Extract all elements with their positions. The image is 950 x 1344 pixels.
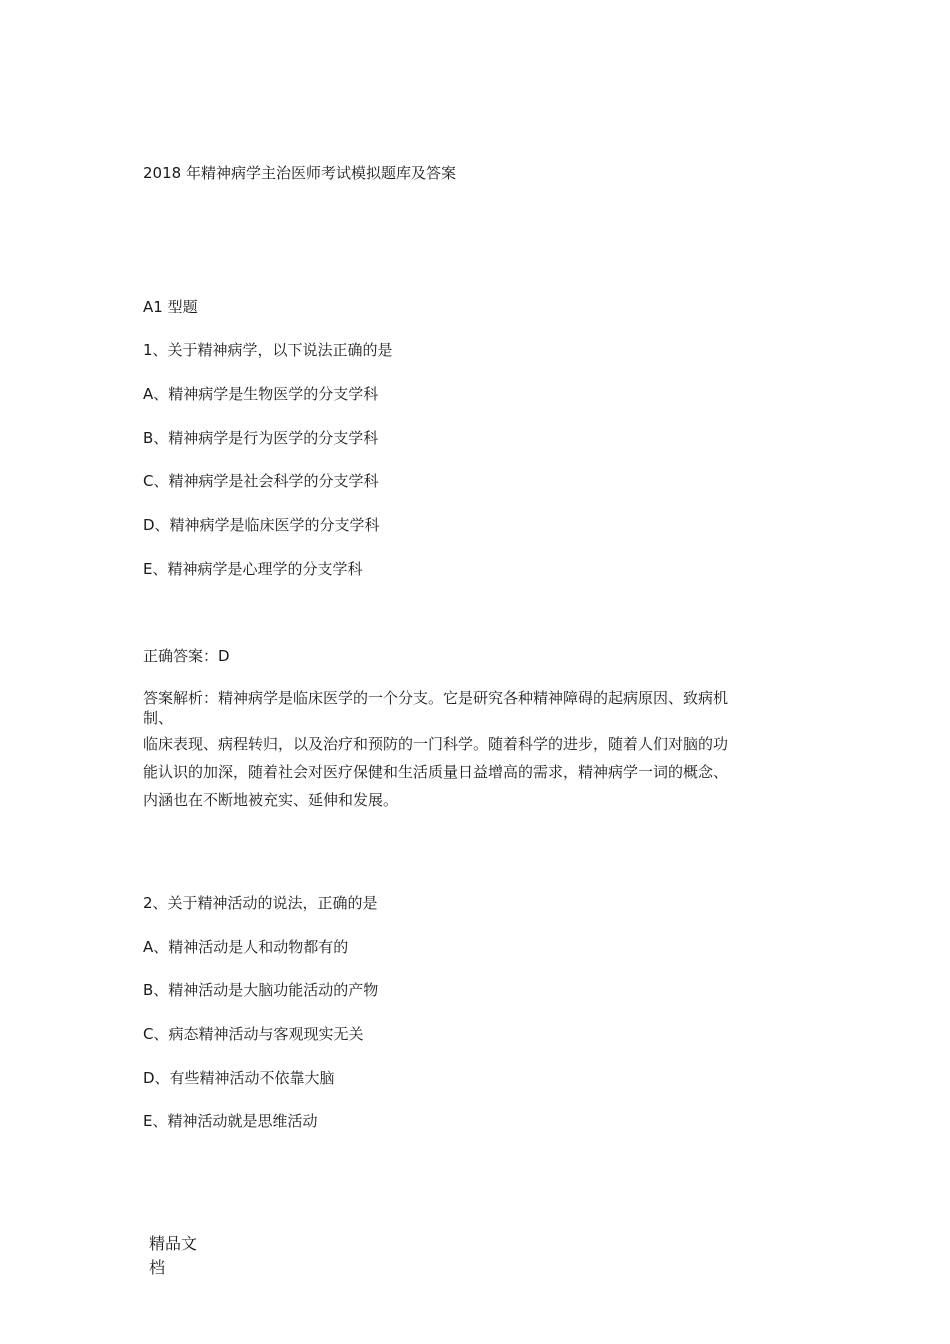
question-2: 2、关于精神活动的说法，正确的是	[143, 894, 378, 912]
analysis-line: 临床表现、病程转归，以及治疗和预防的一门科学。随着科学的进步，随着人们对脑的功	[143, 735, 729, 753]
q1-answer: 正确答案：D	[143, 647, 230, 665]
footer-line-2: 档	[149, 1258, 166, 1277]
analysis-line: 制、	[143, 709, 174, 727]
q1-option-b: B、精神病学是行为医学的分支学科	[143, 429, 379, 447]
footer-watermark	[149, 1232, 209, 1280]
footer-line-1: 精品文	[149, 1234, 198, 1253]
q1-option-e: E、精神病学是心理学的分支学科	[143, 560, 363, 578]
q2-option-c: C、病态精神活动与客观现实无关	[143, 1025, 364, 1043]
q2-option-e: E、精神活动就是思维活动	[143, 1112, 318, 1130]
document-title: 2018 年精神病学主治医师考试模拟题库及答案	[143, 164, 456, 182]
q2-option-a: A、精神活动是人和动物都有的	[143, 938, 349, 956]
q1-option-a: A、精神病学是生物医学的分支学科	[143, 385, 379, 403]
analysis-line: 内涵也在不断地被充实、延伸和发展。	[143, 791, 399, 809]
q2-option-b: B、精神活动是大脑功能活动的产物	[143, 981, 379, 999]
analysis-line: 能认识的加深，随着社会对医疗保健和生活质量日益增高的需求，精神病学一词的概念、	[143, 763, 729, 781]
analysis-line: 答案解析：精神病学是临床医学的一个分支。它是研究各种精神障碍的起病原因、致病机	[143, 689, 729, 707]
q1-option-d: D、精神病学是临床医学的分支学科	[143, 516, 380, 534]
question-1: 1、关于精神病学，以下说法正确的是	[143, 341, 393, 359]
q1-option-c: C、精神病学是社会科学的分支学科	[143, 472, 379, 490]
section-heading: A1 型题	[143, 298, 198, 316]
q1-analysis	[143, 684, 809, 814]
q2-option-d: D、有些精神活动不依靠大脑	[143, 1069, 335, 1087]
